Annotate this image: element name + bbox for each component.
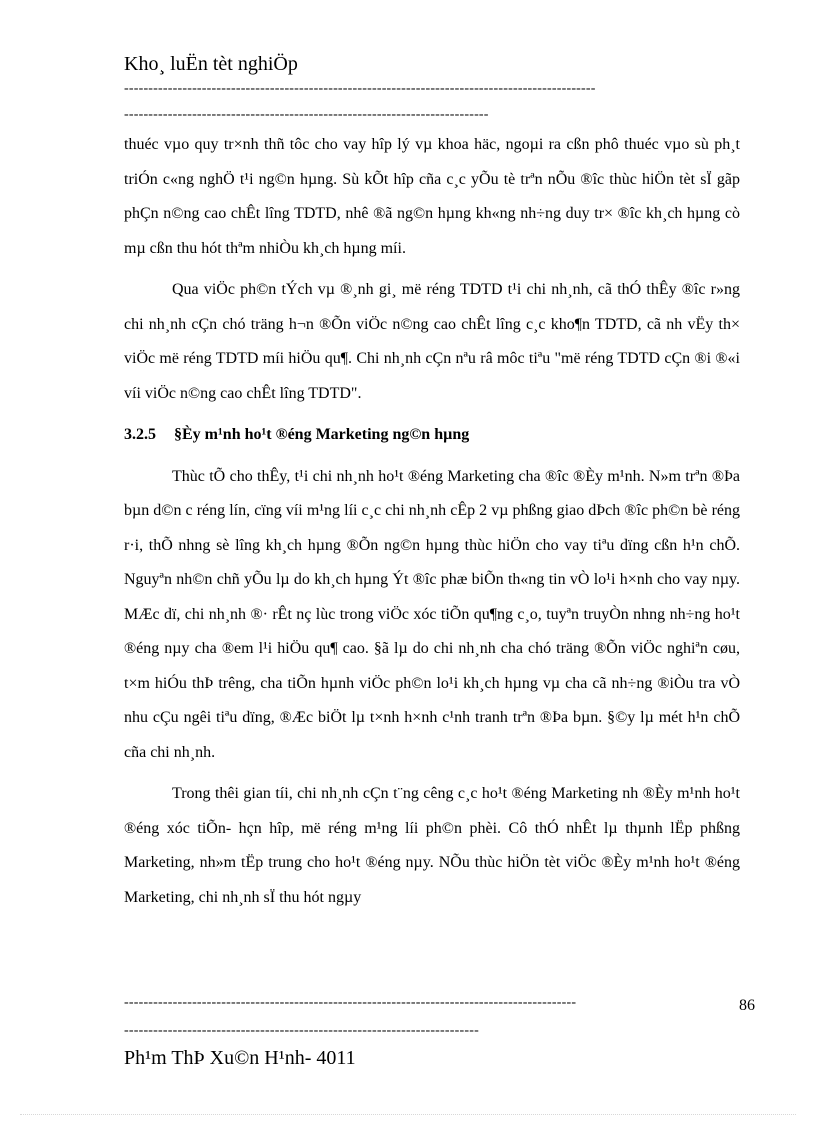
author-name: Ph¹m ThÞ Xu©n H¹nh- 4011 (124, 1047, 356, 1069)
section-title: §Èy m¹nh ho¹t ®éng Marketing ng©n hµng (174, 426, 470, 443)
paragraph: Trong thêi gian tíi, chi nh¸nh cÇn t¨ng cêng c¸c ho¹t ®éng Marketing nh ®Èy m¹nh ho¹t ®éng xóc tiÕn- hçn hîp, më réng m¹ng líi ph©n phèi. Cô thÓ nhÊt lµ thµnh lËp phßng Marketing, nh»m tËp trung cho ho¹t ®éng nµy. NÕu thùc hiÖn tèt viÖc ®Èy m¹nh ho¹t ®éng Marketing, chi nh¸nh sÏ thu hót ngµy (124, 785, 740, 906)
header-rule-line: --------------------------------------------------------------------------- (124, 108, 489, 122)
paragraph: Qua viÖc ph©n tÝch vµ ®¸nh gi¸ më réng TDTD t¹i chi nh¸nh, cã thÓ thÊy ®îc r»ng chi nh¸nh cÇn chó träng h¬n ®Õn viÖc n©ng cao chÊt lîng c¸c kho¶n TDTD, cã nh vËy th× viÖc më réng TDTD míi hiÖu qu¶. Chi nh¸nh cÇn nªu râ môc tiªu "më réng TDTD cÇn ®i ®«i víi viÖc n©ng cao chÊt lîng TDTD". (124, 281, 740, 402)
section-heading (124, 418, 740, 453)
paragraph: thuéc vµo quy tr×nh thñ tôc cho vay hîp lý vµ khoa häc, ngoµi ra cßn phô thuéc vµo sù ph¸t triÓn c«ng nghÖ t¹i ng©n hµng. Sù kÕt hîp cña c¸c yÕu tè trªn nÕu ®îc thùc hiÖn tèt sÏ gãp phÇn n©ng cao chÊt lîng TDTD, nhê ®ã ng©n hµng kh«ng nh÷ng duy tr× ®îc kh¸ch hµng cò mµ cßn thu hót thªm nhiÒu kh¸ch hµng míi. (124, 136, 740, 257)
header-rule-line: ------------------------------------------------------------------------------------------------- (124, 82, 596, 96)
document-body (124, 128, 740, 922)
footer-rule-line: ------------------------------------------------------------------------- (124, 1024, 479, 1038)
paragraph: Thùc tÕ cho thÊy, t¹i chi nh¸nh ho¹t ®éng Marketing cha ®îc ®Èy m¹nh. N»m trªn ®Þa bµn d©n c réng lín, cïng víi m¹ng líi c¸c chi nh¸nh cÊp 2 vµ phßng giao dÞch ®îc ph©n bè réng r·i, thÕ nhng sè lîng kh¸ch hµng ®Õn ng©n hµng thùc hiÖn cho vay tiªu dïng cßn h¹n chÕ. Nguyªn nh©n chñ yÕu lµ do kh¸ch hµng Ýt ®îc phæ biÕn th«ng tin vÒ lo¹i h×nh cho vay nµy. MÆc dï, chi nh¸nh ®· rÊt nç lùc trong viÖc xóc tiÕn qu¶ng c¸o, tuyªn truyÒn nhng nh÷ng ho¹t ®éng nµy cha ®em l¹i hiÖu qu¶ cao. §ã lµ do chi nh¸nh cha chó träng ®Õn viÖc nghiªn cøu, t×m hiÓu thÞ trêng, cha tiÕn hµnh viÖc ph©n lo¹i kh¸ch hµng vµ cha cã nh÷ng ®iÒu tra vÒ nhu cÇu ngêi tiªu dïng, ®Æc biÖt lµ t×nh h×nh c¹nh tranh trªn ®Þa bµn. §©y lµ mét h¹n chÕ cña chi nh¸nh. (124, 467, 740, 761)
footer-rule-line: --------------------------------------------------------------------------------------------- (124, 996, 577, 1010)
document-title: Kho¸ luËn tèt nghiÖp (124, 53, 298, 75)
page-edge-divider (20, 1114, 796, 1115)
page-number: 86 (739, 997, 755, 1014)
section-number: 3.2.5 (124, 426, 156, 443)
